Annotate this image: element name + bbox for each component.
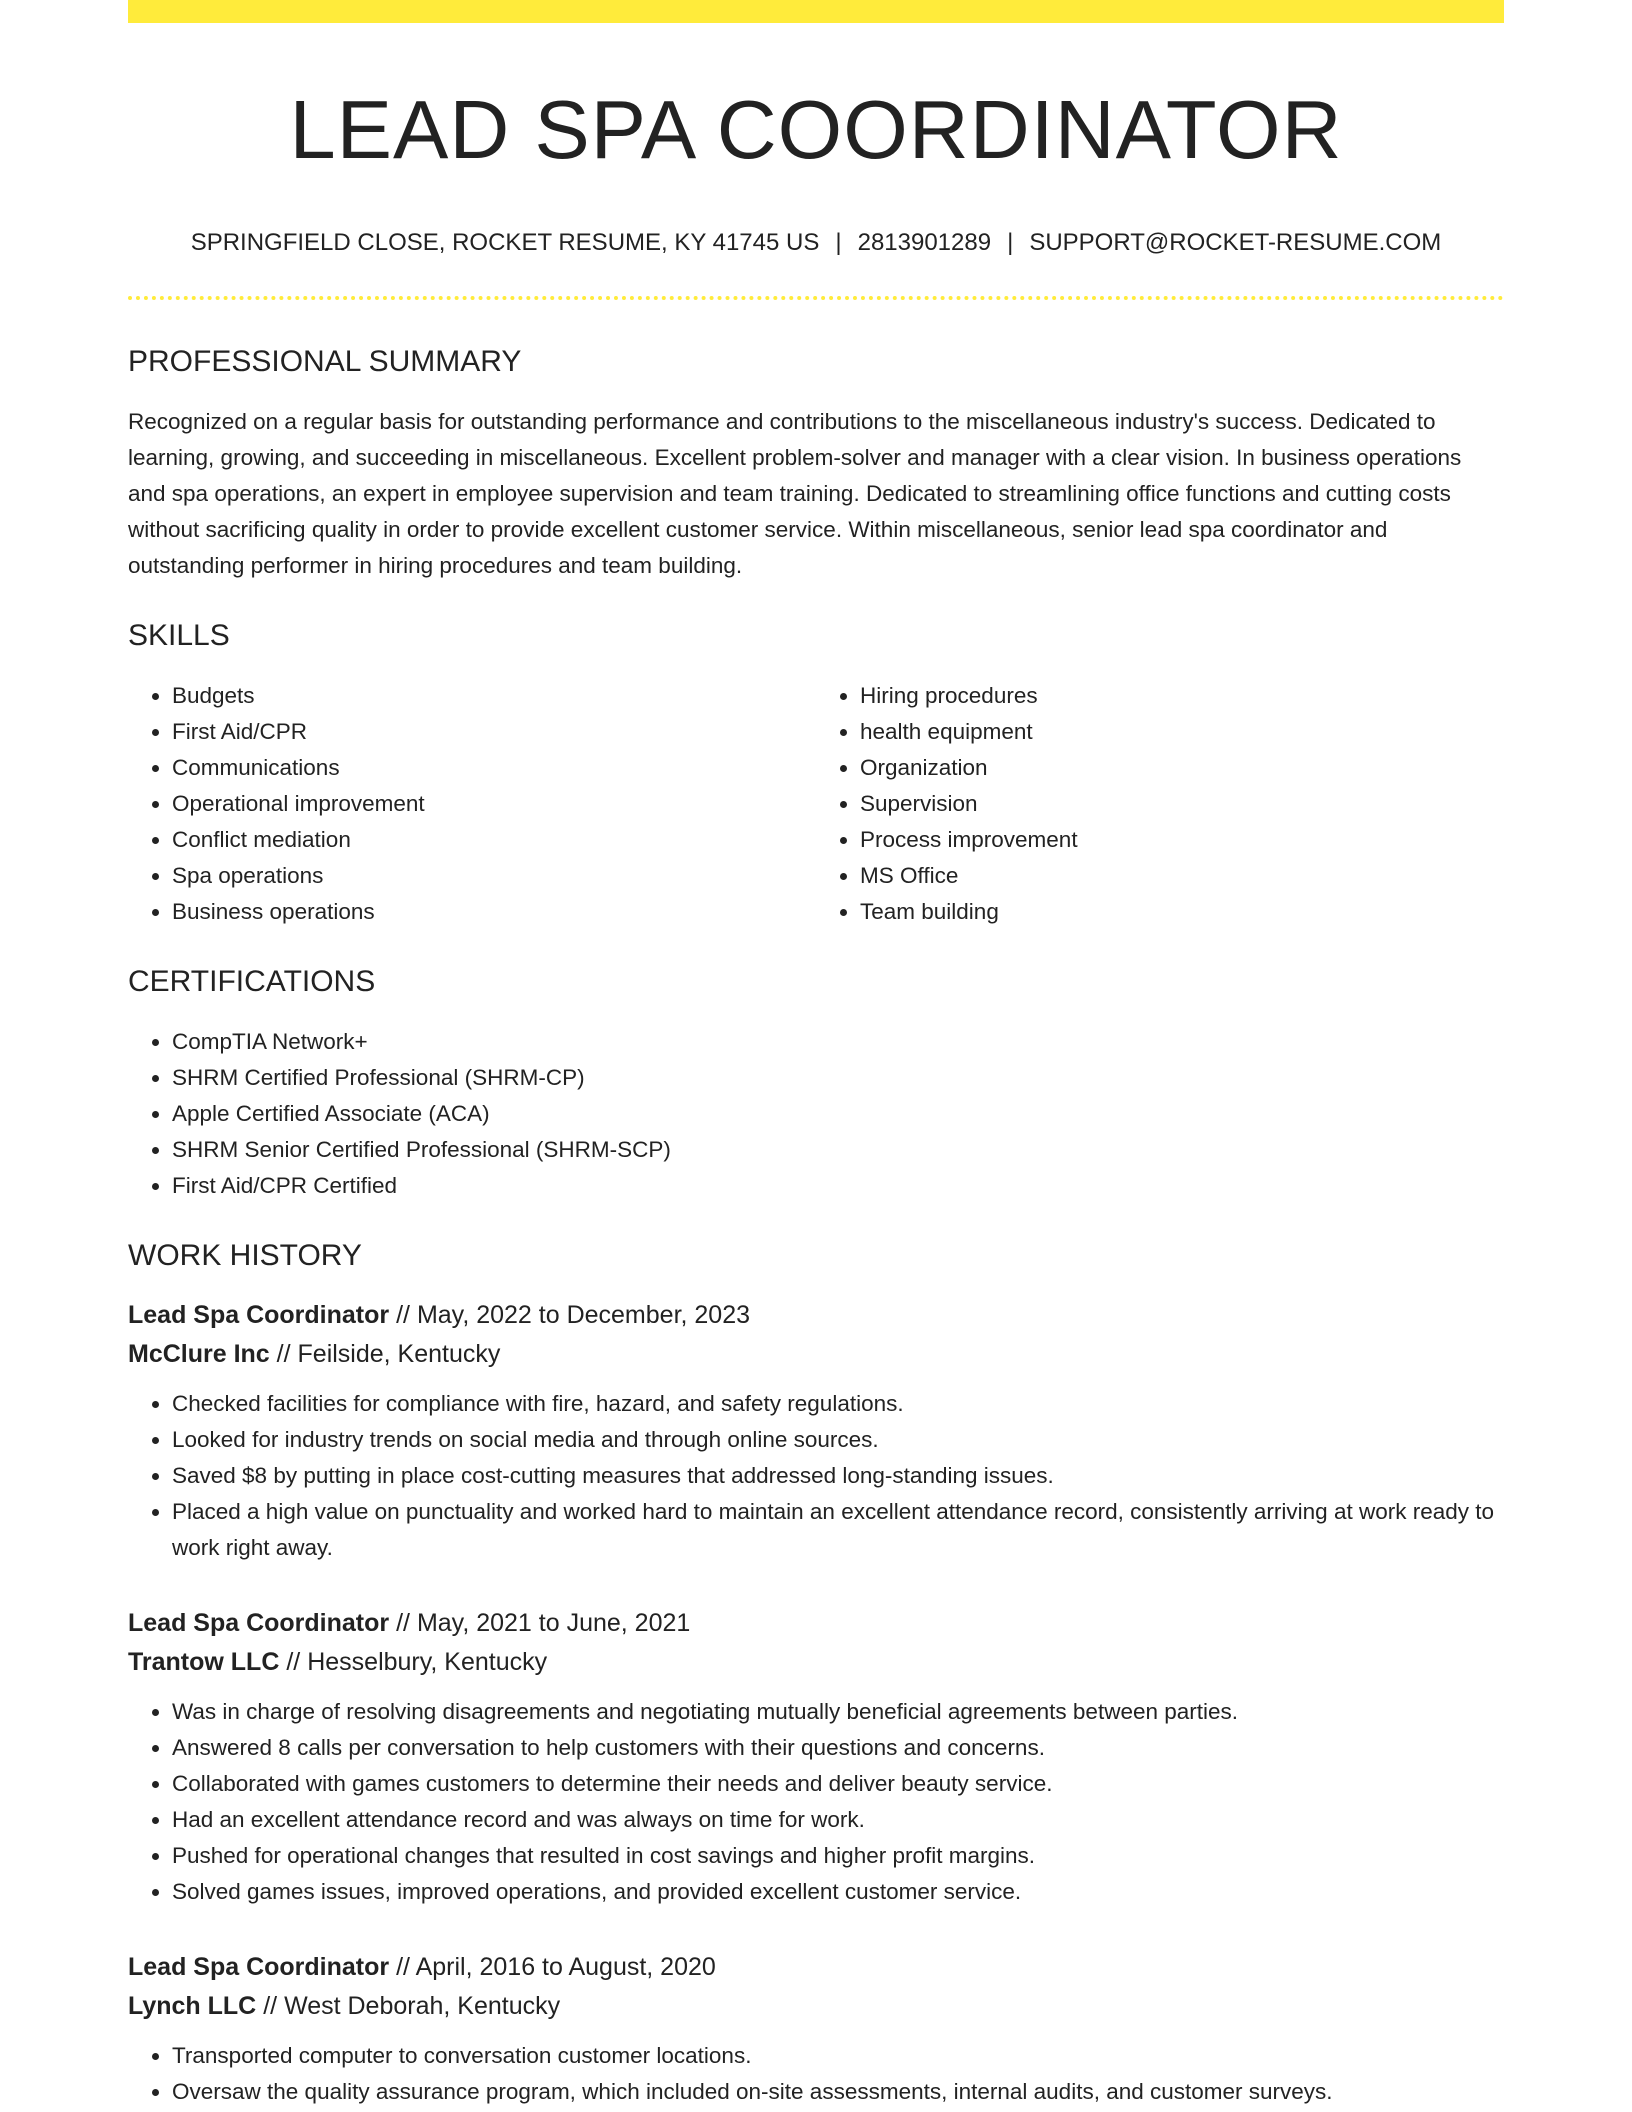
job-separator: // <box>396 1609 410 1638</box>
job-bullets <box>128 1694 1504 1910</box>
skills-list-right <box>816 678 1504 930</box>
job-separator: // <box>396 1953 410 1982</box>
job-company-line <box>128 1987 1504 2026</box>
job-company: Trantow LLC <box>128 1648 280 1677</box>
job-company-line <box>128 1335 1504 1374</box>
job-separator: // <box>263 1992 278 2021</box>
certifications-list <box>128 1024 1504 1204</box>
job-company-line <box>128 1643 1504 1682</box>
job-bullet: • Saved $8 by putting in place cost-cutting measures that addressed long-standing issues. <box>172 1458 1504 1494</box>
work-history-heading: WORK HISTORY <box>128 1239 362 1273</box>
job-entry <box>128 1604 1504 1910</box>
skill-item: • Supervision <box>860 786 1504 822</box>
job-dates: April, 2016 to August, 2020 <box>415 1953 716 1982</box>
resume-name: LEAD SPA COORDINATOR <box>289 83 1343 176</box>
contact-address: SPRINGFIELD CLOSE, ROCKET RESUME, KY 41745 US <box>190 229 820 257</box>
skill-item: • Communications <box>172 750 816 786</box>
certification-item: • Apple Certified Associate (ACA) <box>172 1096 1504 1132</box>
job-bullet: • Oversaw the quality assurance program, which included on-site assessments, internal audits, and customer surveys. <box>172 2074 1504 2110</box>
dotted-divider <box>128 296 1504 300</box>
contact-phone: 2813901289 <box>857 229 992 257</box>
skills-grid <box>128 654 1504 930</box>
job-position: Lead Spa Coordinator <box>128 1301 390 1330</box>
job-bullets <box>128 2038 1504 2110</box>
job-bullet: • Had an excellent attendance record and was always on time for work. <box>172 1802 1504 1838</box>
contact-email: SUPPORT@ROCKET-RESUME.COM <box>1029 229 1442 257</box>
job-entry <box>128 1948 1504 2110</box>
job-bullet: • Transported computer to conversation customer locations. <box>172 2038 1504 2074</box>
resume-page <box>128 0 1504 2110</box>
skill-item: • Budgets <box>172 678 816 714</box>
job-bullet: • Collaborated with games customers to determine their needs and deliver beauty service. <box>172 1766 1504 1802</box>
job-position: Lead Spa Coordinator <box>128 1609 390 1638</box>
job-bullet: • Pushed for operational changes that resulted in cost savings and higher profit margins. <box>172 1838 1504 1874</box>
job-separator: // <box>286 1648 301 1677</box>
job-title-line <box>128 1948 1504 1987</box>
skill-item: • Hiring procedures <box>860 678 1504 714</box>
job-dates: May, 2021 to June, 2021 <box>416 1609 691 1638</box>
summary-text: Recognized on a regular basis for outstanding performance and contributions to the miscellaneous industry's success. Dedicated to learning, growing, and succeeding in miscellaneous. Excellent problem-solver and manager with a clear vision. In business operations and spa operations, an expert in employee supervision and team training. Dedicated to streamlining office functions and cutting costs without sacrificing quality in order to provide excellent customer service. Within miscellaneous, senior lead spa coordinator and outstanding performer in hiring procedures and team building. <box>128 409 1462 579</box>
job-location: Feilside, Kentucky <box>297 1340 501 1369</box>
certification-item: • SHRM Senior Certified Professional (SHRM-SCP) <box>172 1132 1504 1168</box>
job-entry <box>128 1296 1504 1566</box>
job-separator: // <box>396 1301 410 1330</box>
certification-item: • SHRM Certified Professional (SHRM-CP) <box>172 1060 1504 1096</box>
job-location: Hesselbury, Kentucky <box>307 1648 548 1677</box>
job-bullet: • Checked facilities for compliance with fire, hazard, and safety regulations. <box>172 1386 1504 1422</box>
certification-item: • CompTIA Network+ <box>172 1024 1504 1060</box>
certification-item: • First Aid/CPR Certified <box>172 1168 1504 1204</box>
job-bullet: • Answered 8 calls per conversation to help customers with their questions and concerns. <box>172 1730 1504 1766</box>
accent-bar <box>128 0 1504 23</box>
skills-heading: SKILLS <box>128 619 230 653</box>
job-bullets <box>128 1386 1504 1566</box>
skill-item: • Team building <box>860 894 1504 930</box>
job-company: Lynch LLC <box>128 1992 257 2021</box>
job-bullet: • Looked for industry trends on social media and through online sources. <box>172 1422 1504 1458</box>
skill-item: • First Aid/CPR <box>172 714 816 750</box>
job-bullet: • Placed a high value on punctuality and worked hard to maintain an excellent attendance record, consistently arriving at work ready to work right away. <box>172 1494 1504 1566</box>
job-separator: // <box>276 1340 291 1369</box>
contact-separator: | <box>1007 229 1014 257</box>
skill-item: • Conflict mediation <box>172 822 816 858</box>
skill-item: • Organization <box>860 750 1504 786</box>
job-bullet: • Solved games issues, improved operations, and provided excellent customer service. <box>172 1874 1504 1910</box>
skill-item: • Spa operations <box>172 858 816 894</box>
job-position: Lead Spa Coordinator <box>128 1953 390 1982</box>
skill-item: • Operational improvement <box>172 786 816 822</box>
skill-item: • Business operations <box>172 894 816 930</box>
skill-item: • Process improvement <box>860 822 1504 858</box>
skill-item: • MS Office <box>860 858 1504 894</box>
contact-line <box>128 229 1504 258</box>
job-dates: May, 2022 to December, 2023 <box>416 1301 751 1330</box>
skills-list-left <box>128 678 816 930</box>
skill-item: • health equipment <box>860 714 1504 750</box>
job-company: McClure Inc <box>128 1340 270 1369</box>
job-bullet: • Was in charge of resolving disagreements and negotiating mutually beneficial agreements between parties. <box>172 1694 1504 1730</box>
summary-heading: PROFESSIONAL SUMMARY <box>128 345 522 379</box>
job-location: West Deborah, Kentucky <box>284 1992 561 2021</box>
contact-separator: | <box>835 229 842 257</box>
certifications-heading: CERTIFICATIONS <box>128 965 376 999</box>
job-title-line <box>128 1296 1504 1335</box>
job-title-line <box>128 1604 1504 1643</box>
